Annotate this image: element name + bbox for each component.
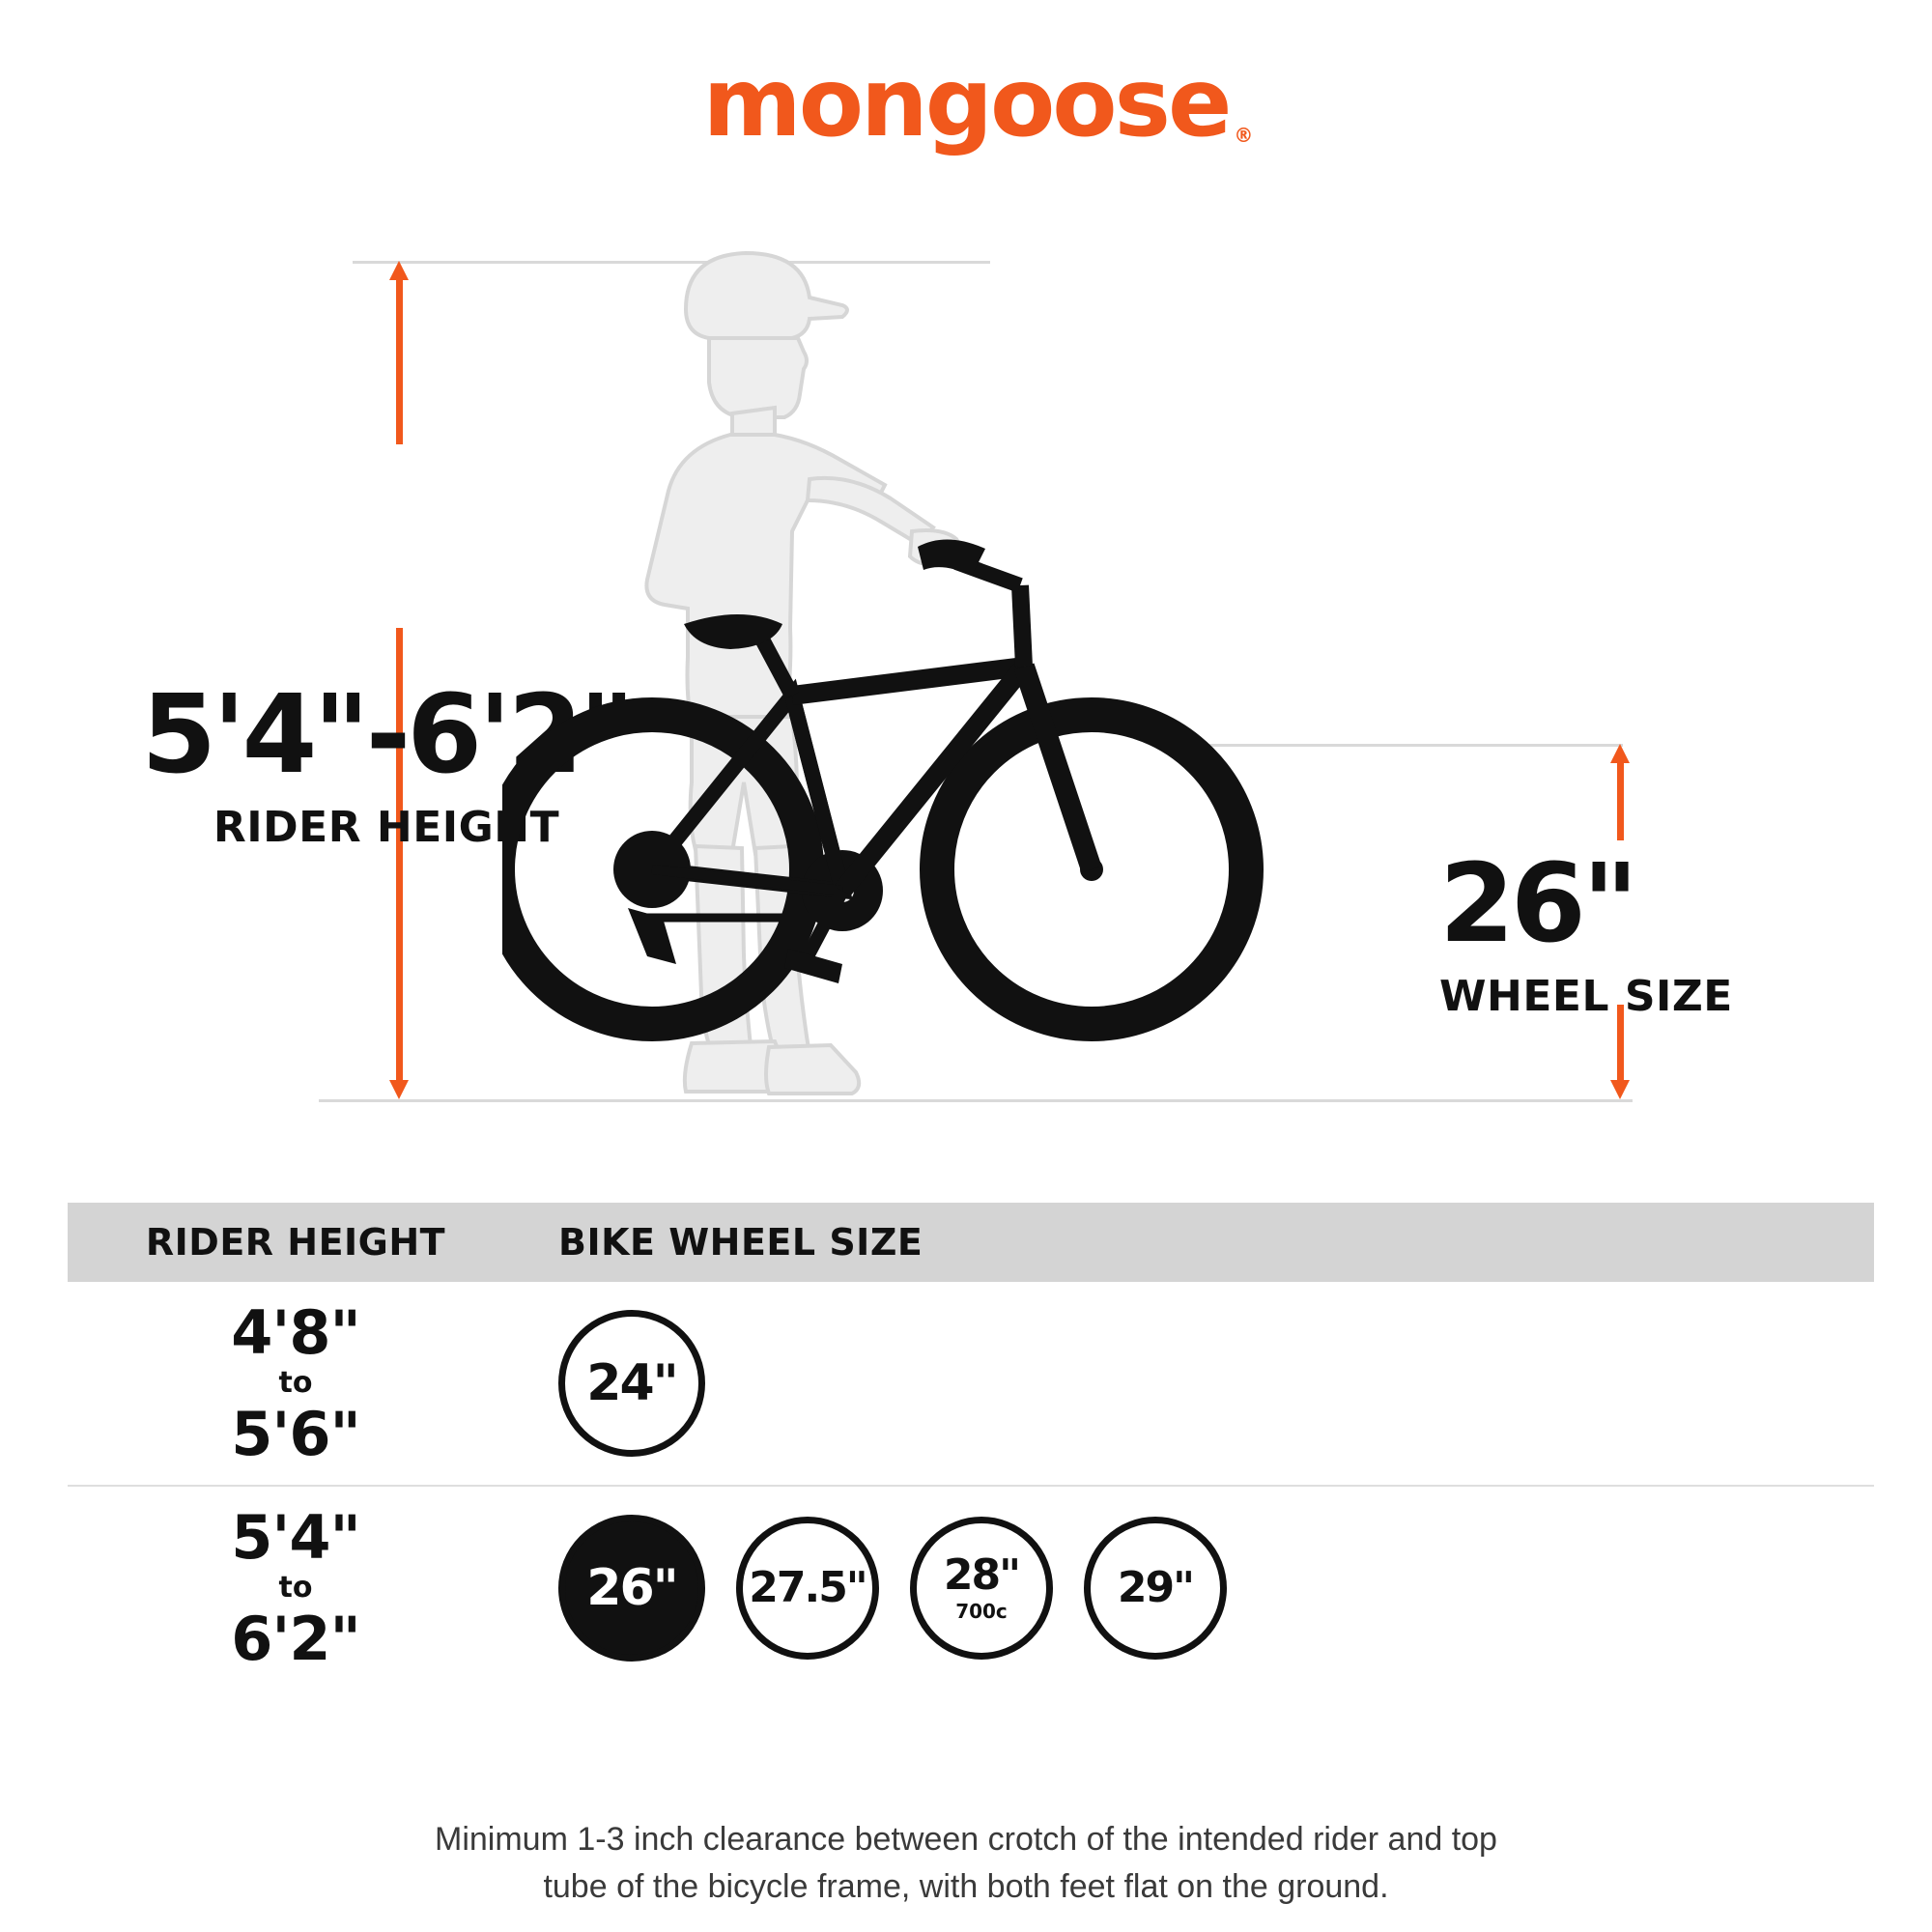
column-header-bike-wheel-size: BIKE WHEEL SIZE	[558, 1221, 923, 1264]
wheel-size-option-selected[interactable]	[558, 1515, 705, 1662]
wheel-size-label: 27.5"	[749, 1563, 867, 1612]
height-range-connector: to	[278, 1366, 313, 1400]
rider-height-value: 5'4"-6'2"	[141, 672, 632, 798]
wheel-size-option[interactable]	[558, 1310, 705, 1457]
table-row	[68, 1485, 1874, 1690]
wheel-size-option[interactable]	[736, 1517, 879, 1660]
wheel-size-label: 29"	[1117, 1563, 1194, 1612]
height-min-value: 4'8"	[231, 1296, 360, 1368]
rider-height-label: RIDER HEIGHT	[213, 803, 560, 852]
brand-wordmark	[702, 48, 1251, 158]
brand-logo	[0, 48, 1932, 158]
footnote	[251, 1816, 1681, 1912]
arrow-head-down-icon	[389, 1080, 409, 1099]
bicycle-graphic	[502, 539, 1246, 1024]
table-header-row	[68, 1203, 1874, 1282]
wheel-size-sublabel: 700c	[955, 1599, 1008, 1623]
wheel-size-arrow-up	[1610, 744, 1630, 840]
table-row	[68, 1282, 1874, 1485]
registered-trademark-icon: ®	[1234, 124, 1251, 147]
wheel-size-option[interactable]	[910, 1517, 1053, 1660]
arrow-head-down-icon	[1610, 1080, 1630, 1099]
column-header-rider-height: RIDER HEIGHT	[145, 1221, 446, 1264]
rider-height-arrow-up	[389, 261, 409, 444]
rider-with-bicycle-illustration	[502, 242, 1526, 1130]
wheel-size-label: 26"	[586, 1559, 677, 1617]
height-range-connector: to	[278, 1571, 313, 1605]
height-max-value: 5'6"	[231, 1399, 360, 1469]
footnote-line-2: tube of the bicycle frame, with both feet flat on the ground.	[543, 1868, 1389, 1906]
wheel-size-value: 26"	[1439, 841, 1635, 967]
arrow-shaft	[396, 276, 403, 444]
height-max-value: 6'2"	[231, 1604, 360, 1674]
size-chart-table	[68, 1203, 1874, 1690]
hero-illustration-block	[0, 242, 1932, 1130]
brand-name-text: mongoose	[702, 48, 1230, 158]
cell-rider-height	[68, 1296, 524, 1469]
height-min-value: 5'4"	[231, 1501, 360, 1573]
wheel-size-label: WHEEL SIZE	[1439, 972, 1733, 1021]
cell-wheel-sizes	[524, 1515, 1227, 1662]
wheel-size-option[interactable]	[1084, 1517, 1227, 1660]
wheel-size-label: 24"	[586, 1354, 677, 1412]
cell-rider-height	[68, 1501, 524, 1674]
footnote-line-1: Minimum 1-3 inch clearance between crotch of the intended rider and top	[435, 1821, 1497, 1858]
wheel-size-label: 28"	[943, 1549, 1020, 1600]
arrow-shaft	[1617, 759, 1624, 840]
cell-wheel-sizes	[524, 1310, 705, 1457]
